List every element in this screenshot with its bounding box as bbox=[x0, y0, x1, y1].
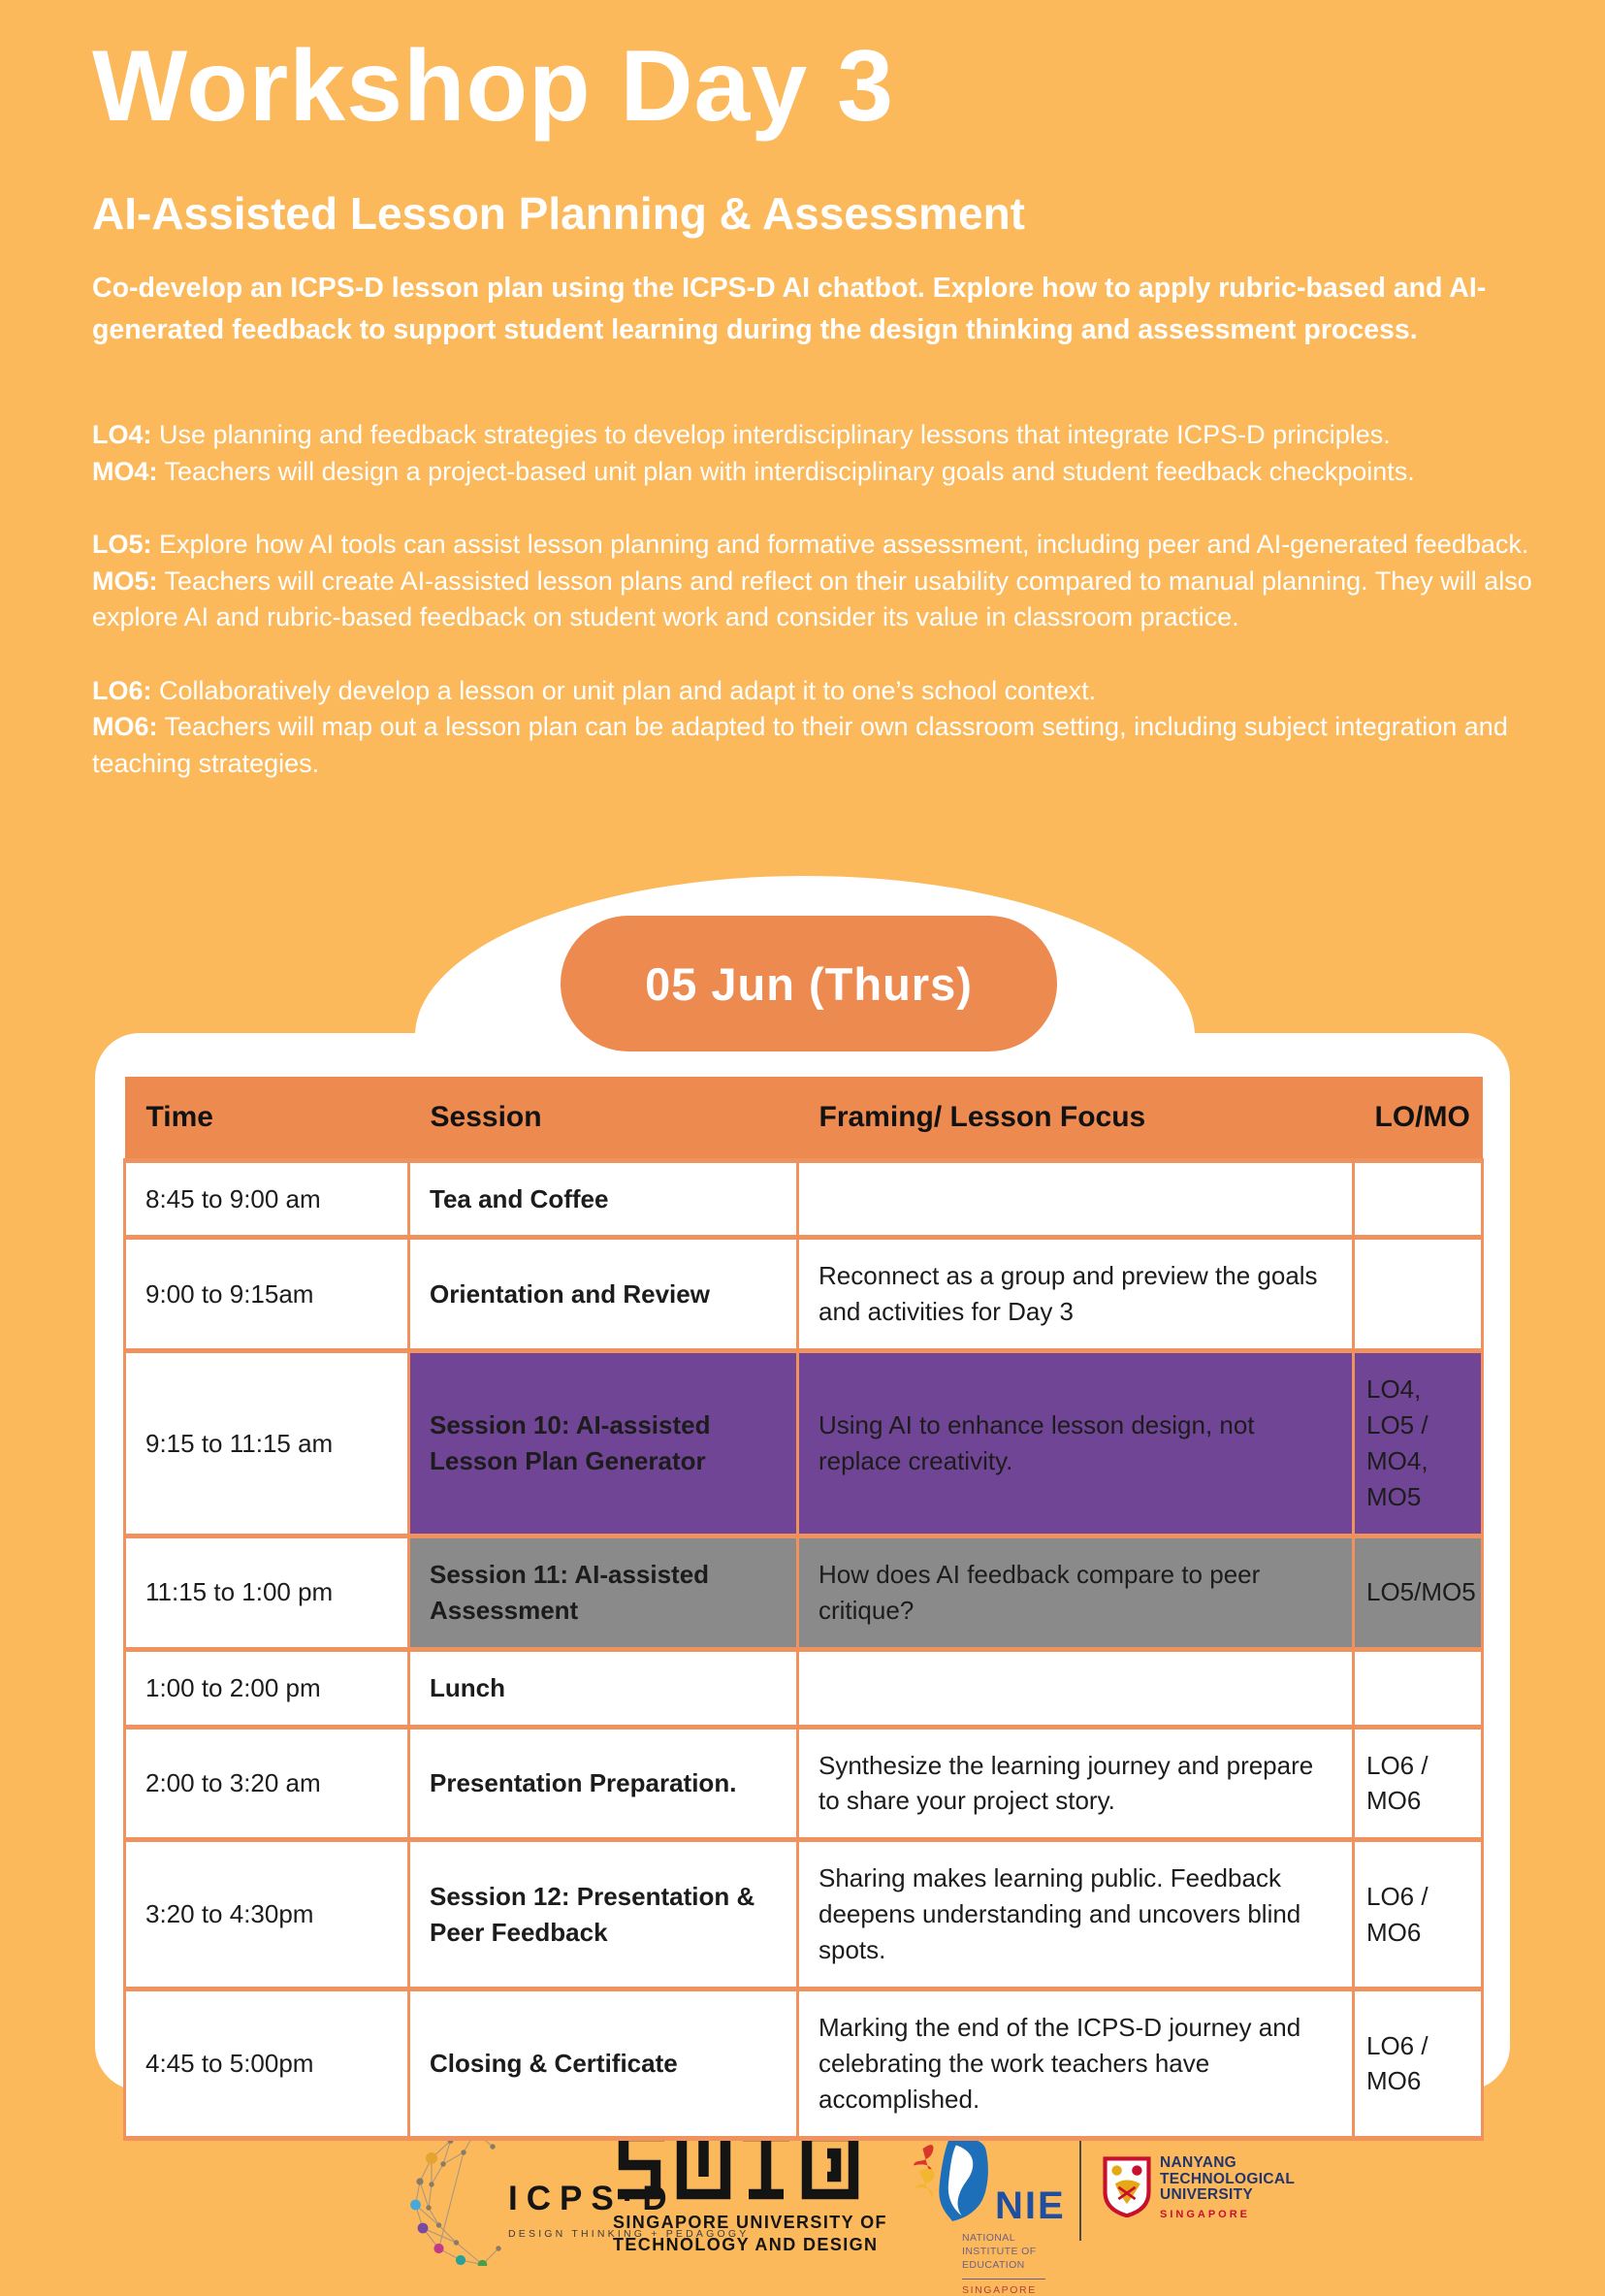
objective-text: Collaboratively develop a lesson or unit plan and adapt it to one’s school context. bbox=[159, 675, 1097, 705]
objective-text: Use planning and feedback strategies to develop interdisciplinary lessons that integrate ICPS-D principles. bbox=[159, 420, 1391, 449]
table-row bbox=[125, 1989, 1483, 2139]
cell-session: Closing & Certificate bbox=[409, 1989, 798, 2139]
cell-time: 1:00 to 2:00 pm bbox=[125, 1649, 409, 1727]
cell-session: Session 10: AI-assisted Lesson Plan Generator bbox=[409, 1351, 798, 1536]
objective-text: Teachers will map out a lesson plan can be adapted to their own classroom setting, including subject integration and teaching strategies. bbox=[92, 712, 1508, 778]
nie-acronym: NIE bbox=[995, 2184, 1066, 2227]
cell-time: 9:15 to 11:15 am bbox=[125, 1351, 409, 1536]
ntu-line3: UNIVERSITY bbox=[1160, 2186, 1254, 2204]
ntu-line2: TECHNOLOGICAL bbox=[1160, 2170, 1296, 2187]
page-title: Workshop Day 3 bbox=[92, 30, 894, 143]
page-subtitle: AI-Assisted Lesson Planning & Assessment bbox=[92, 188, 1026, 239]
nie-line2: INSTITUTE OF bbox=[962, 2246, 1037, 2258]
table-row bbox=[125, 1238, 1483, 1351]
cell-lomo bbox=[1354, 1649, 1483, 1727]
objective-label: LO5: bbox=[92, 530, 152, 560]
cell-framing: Synthesize the learning journey and prepare to share your project story. bbox=[798, 1727, 1354, 1840]
date-badge: 05 Jun (Thurs) bbox=[561, 916, 1057, 1051]
sutd-name-line1: SINGAPORE UNIVERSITY OF bbox=[613, 2213, 887, 2232]
cell-time: 9:00 to 9:15am bbox=[125, 1238, 409, 1351]
objective-label: LO4: bbox=[92, 420, 152, 449]
objective-text: Explore how AI tools can assist lesson planning and formative assessment, including peer and AI-generated feedback. bbox=[159, 530, 1529, 560]
column-header-lomo: LO/MO bbox=[1354, 1077, 1483, 1160]
schedule-card bbox=[95, 1033, 1510, 2114]
table-row bbox=[125, 1649, 1483, 1727]
cell-time: 11:15 to 1:00 pm bbox=[125, 1536, 409, 1649]
ntu-line1: NANYANG bbox=[1160, 2154, 1237, 2171]
ntu-country: SINGAPORE bbox=[1160, 2209, 1251, 2221]
nie-line1: NATIONAL bbox=[962, 2232, 1015, 2244]
cell-session: Orientation and Review bbox=[409, 1238, 798, 1351]
schedule-table bbox=[123, 1077, 1484, 2141]
objective-label: LO6: bbox=[92, 675, 152, 705]
footer-divider bbox=[1079, 2126, 1081, 2241]
table-row bbox=[125, 1351, 1483, 1536]
cell-framing: Reconnect as a group and preview the goals and activities for Day 3 bbox=[798, 1238, 1354, 1351]
cell-session: Presentation Preparation. bbox=[409, 1727, 798, 1840]
cell-framing: Using AI to enhance lesson design, not replace creativity. bbox=[798, 1351, 1354, 1536]
cell-lomo bbox=[1354, 1238, 1483, 1351]
table-row bbox=[125, 1536, 1483, 1649]
cell-framing bbox=[798, 1160, 1354, 1238]
objective-group bbox=[92, 527, 1552, 636]
objective-line bbox=[92, 527, 1552, 564]
table-row bbox=[125, 1727, 1483, 1840]
cell-session: Tea and Coffee bbox=[409, 1160, 798, 1238]
cell-lomo: LO6 / MO6 bbox=[1354, 1989, 1483, 2139]
nie-logo bbox=[912, 2130, 1066, 2296]
table-row bbox=[125, 1160, 1483, 1238]
cell-framing: How does AI feedback compare to peer critique? bbox=[798, 1536, 1354, 1649]
table-header-row bbox=[125, 1077, 1483, 1160]
cell-time: 8:45 to 9:00 am bbox=[125, 1160, 409, 1238]
cell-lomo: LO4, LO5 / MO4, MO5 bbox=[1354, 1351, 1483, 1536]
nie-shield-icon bbox=[912, 2130, 993, 2223]
cell-framing: Sharing makes learning public. Feedback deepens understanding and uncovers blind spots. bbox=[798, 1840, 1354, 1989]
column-header-time: Time bbox=[125, 1077, 409, 1160]
table-row bbox=[125, 1840, 1483, 1989]
ntu-crest-icon bbox=[1102, 2155, 1152, 2217]
column-header-framing: Framing/ Lesson Focus bbox=[798, 1077, 1354, 1160]
sutd-logo bbox=[613, 2130, 887, 2255]
objective-text: Teachers will design a project-based unit plan with interdisciplinary goals and student feedback checkpoints. bbox=[164, 456, 1415, 486]
objective-text: Teachers will create AI-assisted lesson plans and reflect on their usability compared to manual planning. They will also explore AI and rubric-based feedback on student work and consider its value in classroom practice. bbox=[92, 566, 1532, 632]
cell-session: Lunch bbox=[409, 1649, 798, 1727]
objective-line bbox=[92, 564, 1552, 636]
cell-lomo: LO6 / MO6 bbox=[1354, 1840, 1483, 1989]
icpsd-tagline: DESIGN THINKING + PEDAGOGY bbox=[508, 2228, 750, 2240]
objective-group bbox=[92, 673, 1552, 783]
cell-time: 4:45 to 5:00pm bbox=[125, 1989, 409, 2139]
schedule-table-wrap bbox=[123, 1077, 1484, 2141]
objective-group bbox=[92, 417, 1552, 490]
intro-paragraph: Co-develop an ICPS-D lesson plan using the ICPS-D AI chatbot. Explore how to apply rubric-based and AI-generated feedback to support student learning during the design thinking and assessment process. bbox=[92, 273, 1487, 345]
objective-line bbox=[92, 673, 1552, 710]
cell-lomo bbox=[1354, 1160, 1483, 1238]
objective-line bbox=[92, 709, 1552, 782]
objective-label: MO4: bbox=[92, 456, 158, 486]
cell-session: Session 11: AI-assisted Assessment bbox=[409, 1536, 798, 1649]
objective-label: MO5: bbox=[92, 566, 158, 596]
icpsd-name: ICPS·D bbox=[508, 2180, 676, 2217]
cell-time: 2:00 to 3:20 am bbox=[125, 1727, 409, 1840]
objective-line bbox=[92, 454, 1552, 491]
sutd-name-line2: TECHNOLOGY AND DESIGN bbox=[613, 2234, 879, 2254]
cell-lomo: LO6 / MO6 bbox=[1354, 1727, 1483, 1840]
column-header-session: Session bbox=[409, 1077, 798, 1160]
objective-label: MO6: bbox=[92, 712, 158, 742]
objectives-list bbox=[92, 417, 1552, 819]
nie-country: SINGAPORE bbox=[962, 2279, 1045, 2296]
cell-framing bbox=[798, 1649, 1354, 1727]
cell-time: 3:20 to 4:30pm bbox=[125, 1840, 409, 1989]
cell-session: Session 12: Presentation & Peer Feedback bbox=[409, 1840, 798, 1989]
nie-line3: EDUCATION bbox=[962, 2259, 1025, 2272]
objective-line bbox=[92, 417, 1552, 454]
cell-framing: Marking the end of the ICPS-D journey and celebrating the work teachers have accomplished. bbox=[798, 1989, 1354, 2139]
cell-lomo: LO5/MO5 bbox=[1354, 1536, 1483, 1649]
